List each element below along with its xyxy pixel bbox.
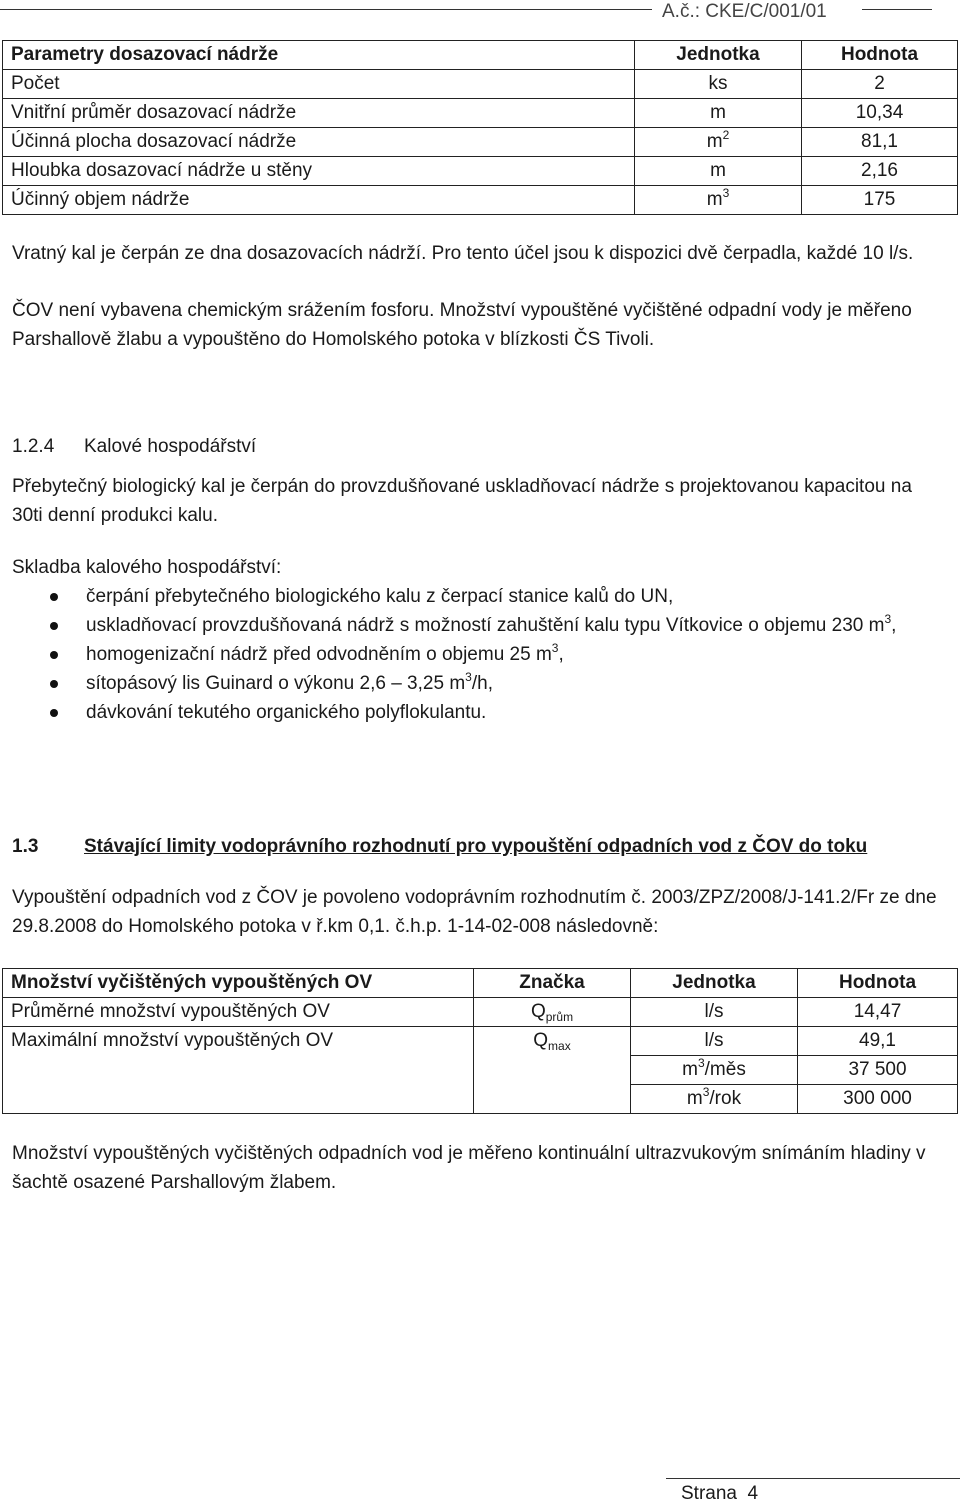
section-title: Kalové hospodářství [84, 436, 257, 457]
footer-rule [666, 1478, 960, 1479]
param-value: 10,34 [802, 99, 958, 128]
param-value: 175 [802, 186, 958, 215]
table-row [3, 1085, 958, 1114]
limit-label: Maximální množství vypouštěných OV [3, 1027, 474, 1056]
limit-label-empty [3, 1056, 474, 1085]
limit-value: 300 000 [798, 1085, 958, 1114]
section-number: 1.2.4 [12, 436, 55, 457]
page-footer [681, 1482, 758, 1506]
section-heading-1-2-4 [12, 432, 256, 461]
param-unit: m [635, 99, 802, 128]
list-item: homogenizační nádrž před odvodněním o objemu 25 $m^3$, [12, 640, 932, 669]
table-header-row [3, 969, 958, 998]
header-cell: Hodnota [798, 969, 958, 998]
limit-value: 49,1 [798, 1027, 958, 1056]
sludge-paragraph: Vratný kal je čerpán ze dna dosazovacích nádrží. Pro tento účel jsou k dispozici dvě čerpadla, každé 10 l/s. [12, 243, 914, 264]
bullet-icon [50, 651, 58, 659]
list-item: čerpání přebytečného biologického kalu z čerpací stanice kalů do UN, [12, 582, 932, 611]
list-item: uskladňovací provzdušňovaná nádrž s možností zahuštění kalu typu Vítkovice o objemu 230 $m^3$, [12, 611, 932, 640]
header-cell: Parametry dosazovací nádrže [3, 41, 635, 70]
param-label: Vnitřní průměr dosazovací nádrže [3, 99, 635, 128]
composition-intro: Skladba kalového hospodářství: [12, 557, 282, 578]
header-cell: Hodnota [802, 41, 958, 70]
limit-symbol-empty [474, 1056, 631, 1085]
limits-table [2, 968, 958, 1114]
section-number: 1.3 [12, 836, 39, 857]
bullet-icon [50, 593, 58, 601]
page-number: 4 [747, 1483, 759, 1504]
section-title: Stávající limity vodoprávního rozhodnutí pro vypouštění odpadních vod z ČOV do toku [84, 836, 868, 857]
param-unit: m [635, 157, 802, 186]
param-label: Počet [3, 70, 635, 99]
param-unit: ks [635, 70, 802, 99]
header-cell: Jednotka [635, 41, 802, 70]
limit-label: Průměrné množství vypouštěných OV [3, 998, 474, 1027]
table-row [3, 70, 958, 99]
table-row [3, 998, 958, 1027]
document-code: A.č.: CKE/C/001/01 [662, 1, 827, 22]
limit-symbol: $Q_{prům}$ [474, 998, 631, 1027]
permit-paragraph: Vypouštění odpadních vod z ČOV je povoleno vodoprávním rozhodnutím č. 2003/ZPZ/2008/J-141.2/Fr ze dne 29.8.2008 do Homolského potoka v ř.km 0,1. č.h.p. 1-14-02-008 následovně: [12, 887, 937, 937]
table-row [3, 1027, 958, 1056]
param-unit: $m^3$ [635, 186, 802, 215]
limit-unit: l/s [631, 998, 798, 1027]
section-heading-1-3 [12, 832, 867, 861]
cov-paragraph: ČOV není vybavena chemickým srážením fosforu. Množství vypouštěné vyčištěné odpadní vody je měřeno Parshallově žlabu a vypouštěno do Homolského potoka v blízkosti ČS Tivoli. [12, 300, 912, 350]
param-label: Hloubka dosazovací nádrže u stěny [3, 157, 635, 186]
params-table [2, 40, 958, 215]
limit-value: 14,47 [798, 998, 958, 1027]
limit-label-empty [3, 1085, 474, 1114]
header-cell: Značka [474, 969, 631, 998]
table-header-row [3, 41, 958, 70]
table-row [3, 186, 958, 215]
param-label: Účinná plocha dosazovací nádrže [3, 128, 635, 157]
param-unit: $m^2$ [635, 128, 802, 157]
page-label: Strana [681, 1483, 737, 1504]
bullet-icon [50, 680, 58, 688]
param-value: 2 [802, 70, 958, 99]
limit-unit: $m^3$/měs [631, 1056, 798, 1085]
table-row [3, 157, 958, 186]
table-row [3, 99, 958, 128]
bullet-icon [50, 709, 58, 717]
param-value: 81,1 [802, 128, 958, 157]
header-cell: Jednotka [631, 969, 798, 998]
table-row [3, 128, 958, 157]
header-cell: Množství vyčištěných vypouštěných OV [3, 969, 474, 998]
list-item: sítopásový lis Guinard o výkonu 2,6 – 3,25 $m^3/h$, [12, 669, 932, 698]
list-item: dávkování tekutého organického polyflokulantu. [12, 698, 932, 727]
param-value: 2,16 [802, 157, 958, 186]
limit-symbol-empty [474, 1085, 631, 1114]
bullet-icon [50, 622, 58, 630]
sludge-composition-list [12, 582, 932, 727]
measurement-paragraph: Množství vypouštěných vyčištěných odpadních vod je měřeno kontinuální ultrazvukovým snímáním hladiny v šachtě osazené Parshallovým žlabem. [12, 1143, 926, 1193]
header-rule-left [0, 9, 652, 10]
limit-unit: l/s [631, 1027, 798, 1056]
limit-symbol: $Q_{max}$ [474, 1027, 631, 1056]
table-row [3, 1056, 958, 1085]
header-rule-right [862, 9, 932, 10]
limit-value: 37 500 [798, 1056, 958, 1085]
limit-unit: $m^3$/rok [631, 1085, 798, 1114]
excess-sludge-paragraph: Přebytečný biologický kal je čerpán do provzdušňované uskladňovací nádrže s projektovanou kapacitou na 30ti denní produkci kalu. [12, 476, 912, 526]
param-label: Účinný objem nádrže [3, 186, 635, 215]
